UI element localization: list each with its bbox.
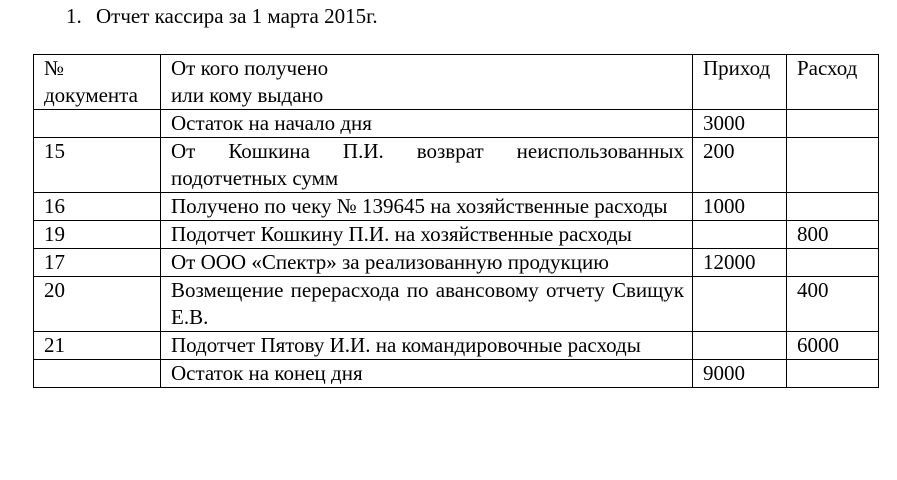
income-cell (693, 221, 787, 249)
doc-number-cell (34, 110, 161, 138)
income-cell: 1000 (693, 193, 787, 221)
income-cell: 12000 (693, 249, 787, 277)
income-cell (693, 277, 787, 332)
header-description-line2: или кому выдано (171, 83, 324, 107)
header-description-line1: От кого получено (171, 56, 329, 80)
description-cell: Остаток на начало дня (161, 110, 693, 138)
header-expense: Расход (787, 55, 879, 110)
doc-number-cell: 16 (34, 193, 161, 221)
income-cell: 9000 (693, 360, 787, 388)
description-cell: От ООО «Спектр» за реализованную продукцию (161, 249, 693, 277)
income-cell: 3000 (693, 110, 787, 138)
table-row (34, 277, 879, 332)
heading-text: Отчет кассира за 1 марта 2015г. (96, 4, 378, 28)
expense-cell: 400 (787, 277, 879, 332)
expense-cell (787, 360, 879, 388)
description-cell: Подотчет Пятову И.И. на командировочные расходы (161, 332, 693, 360)
header-doc-number-line1: № (44, 56, 65, 80)
income-cell: 200 (693, 138, 787, 193)
description-cell: Получено по чеку № 139645 на хозяйственные расходы (161, 193, 693, 221)
header-doc-number (34, 55, 161, 110)
report-heading (66, 3, 378, 29)
expense-cell: 800 (787, 221, 879, 249)
doc-number-cell: 17 (34, 249, 161, 277)
description-cell: От Кошкина П.И. возврат неиспользованных подотчетных сумм (161, 138, 693, 193)
expense-cell (787, 110, 879, 138)
description-cell: Подотчет Кошкину П.И. на хозяйственные расходы (161, 221, 693, 249)
expense-cell (787, 249, 879, 277)
description-cell: Возмещение перерасхода по авансовому отчету Свищук Е.В. (161, 277, 693, 332)
table-row (34, 110, 879, 138)
header-income: Приход (693, 55, 787, 110)
table-row (34, 221, 879, 249)
expense-cell (787, 138, 879, 193)
doc-number-cell (34, 360, 161, 388)
header-doc-number-line2: документа (44, 83, 138, 107)
header-description (161, 55, 693, 110)
doc-number-cell: 20 (34, 277, 161, 332)
doc-number-cell: 21 (34, 332, 161, 360)
table-row (34, 193, 879, 221)
table-header-row (34, 55, 879, 110)
expense-cell: 6000 (787, 332, 879, 360)
doc-number-cell: 19 (34, 221, 161, 249)
income-cell (693, 332, 787, 360)
expense-cell (787, 193, 879, 221)
heading-number: 1. (66, 4, 82, 28)
description-cell: Остаток на конец дня (161, 360, 693, 388)
table-row (34, 138, 879, 193)
doc-number-cell: 15 (34, 138, 161, 193)
cash-report-table (33, 54, 879, 388)
table-row (34, 332, 879, 360)
table-row (34, 249, 879, 277)
table-row (34, 360, 879, 388)
